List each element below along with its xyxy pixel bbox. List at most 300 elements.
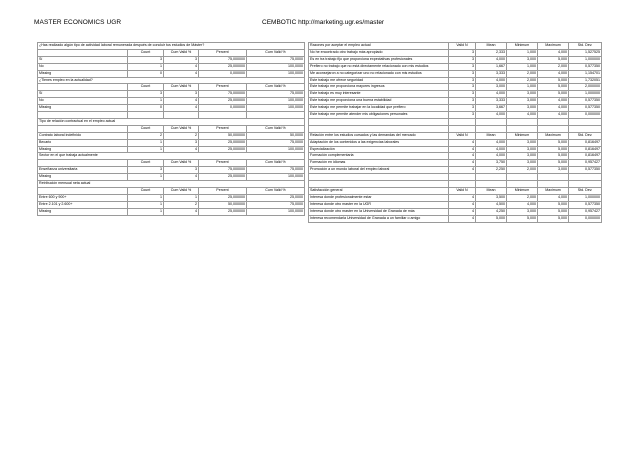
empty-cell (476, 174, 507, 181)
value-cell: 1 (128, 139, 164, 146)
empty-cell (507, 181, 538, 188)
value-cell: 3,000 (507, 98, 538, 105)
row-label: Contrato laboral indefinido (38, 132, 128, 139)
value-cell: 75,0000 (247, 201, 305, 208)
value-cell: 3,000 (507, 160, 538, 167)
row-label: Interesa donde profesionalmente estar (309, 194, 449, 201)
section-title: Retribución mensual neta actual (38, 181, 305, 188)
empty-cell (38, 112, 128, 119)
column-header: Cum Valid % (247, 160, 305, 167)
table-row (309, 98, 602, 105)
row-label: Interesa donde otro master en la Universidad de Granada de más (309, 208, 449, 215)
value-cell: 3,333 (476, 98, 507, 105)
empty-cell (476, 181, 507, 188)
value-cell: 4,000 (538, 105, 569, 112)
value-cell: 5,000 (538, 208, 569, 215)
frequency-table (37, 42, 305, 216)
section-title-row (38, 181, 305, 188)
value-cell: 3,000 (507, 139, 538, 146)
value-cell: 0,000000 (569, 215, 602, 222)
empty-cell (507, 174, 538, 181)
column-header: Mean (476, 187, 507, 194)
column-header: Valid N (449, 187, 476, 194)
row-label: No (38, 98, 128, 105)
value-cell: 4 (449, 146, 476, 153)
column-header-row (38, 84, 305, 91)
row-label: Prefiero no trabajo que no está directamente relacionado con mis estudios (309, 63, 449, 70)
value-cell: 4,000 (476, 77, 507, 84)
value-cell: 3 (449, 70, 476, 77)
value-cell: 0,577350 (569, 167, 602, 174)
blank-row (309, 174, 602, 181)
value-cell: 4,500 (476, 201, 507, 208)
value-cell: 0,577350 (569, 105, 602, 112)
value-cell: 1,000000 (569, 91, 602, 98)
value-cell: 3 (449, 77, 476, 84)
column-header: Cum Valid % (247, 49, 305, 56)
table-row (309, 153, 602, 160)
column-header: Mean (476, 132, 507, 139)
value-cell: 3 (128, 167, 164, 174)
value-cell: 0,957427 (569, 208, 602, 215)
value-cell: 1 (128, 98, 164, 105)
table-row (38, 56, 305, 63)
empty-cell (538, 125, 569, 132)
value-cell: 1,000 (507, 49, 538, 56)
empty-cell (309, 118, 449, 125)
row-label: No (38, 63, 128, 70)
value-cell: 4 (164, 208, 199, 215)
blank-row (309, 181, 602, 188)
column-header: Minimum (507, 187, 538, 194)
row-label: Entre 2.101 y 2.600+ (38, 201, 128, 208)
value-cell: 3,000 (476, 84, 507, 91)
column-header: Minimum (507, 43, 538, 50)
empty-cell (309, 125, 449, 132)
table-row (309, 63, 602, 70)
value-cell: 3 (164, 56, 199, 63)
column-header: Count (128, 188, 164, 195)
value-cell: 4,000 (538, 112, 569, 119)
value-cell: 25,0000 (247, 194, 305, 201)
statistics-table (308, 42, 602, 223)
value-cell: 2,000000 (569, 84, 602, 91)
value-cell: 5,000 (538, 84, 569, 91)
table-row (38, 139, 305, 146)
row-label: Especialización (309, 146, 449, 153)
table-row (38, 70, 305, 77)
table-row (309, 146, 602, 153)
row-label: Enseñanza universitaria (38, 167, 128, 174)
value-cell: 4,000 (538, 49, 569, 56)
empty-cell (449, 118, 476, 125)
column-header-row (38, 49, 305, 56)
empty-cell (507, 118, 538, 125)
table-row (309, 77, 602, 84)
value-cell: 5,000 (538, 160, 569, 167)
section-title: ¿Has realizado algún tipo de actividad laboral remunerada después de concluir tus estudios de Máster? (38, 43, 305, 50)
row-label: Este trabajo me permite atender mis obligaciones personales (309, 112, 449, 119)
column-header: Count (128, 125, 164, 132)
value-cell: 3 (449, 112, 476, 119)
value-cell: 3,000 (507, 208, 538, 215)
value-cell: 1,000 (507, 84, 538, 91)
value-cell: 75,0000 (247, 139, 305, 146)
value-cell: 3 (164, 91, 199, 98)
column-header-row (38, 160, 305, 167)
table-row (309, 139, 602, 146)
column-header (38, 125, 128, 132)
table-row (309, 56, 602, 63)
column-header: Maximum (538, 132, 569, 139)
row-label: Este trabajo me proporciona mayores ingresos (309, 84, 449, 91)
row-label: Me aconsejaron a no categorizar uno no relacionado con mis estudios (309, 70, 449, 77)
value-cell: 5,000 (538, 201, 569, 208)
column-header: Count (128, 84, 164, 91)
section-title-row (38, 77, 305, 84)
value-cell: 50,0000 (247, 132, 305, 139)
column-header: Maximum (538, 43, 569, 50)
row-label: Promoción a un mundo laboral del empleo laboral (309, 167, 449, 174)
empty-cell (538, 118, 569, 125)
value-cell: 1,000 (507, 63, 538, 70)
value-cell: 3,000 (507, 146, 538, 153)
value-cell: 3,000 (507, 153, 538, 160)
column-header (38, 188, 128, 195)
value-cell: 2,000 (507, 70, 538, 77)
value-cell: 1,667 (476, 63, 507, 70)
value-cell: 100,0000 (247, 70, 305, 77)
row-label: Missing (38, 174, 128, 181)
value-cell: 3 (128, 56, 164, 63)
row-label: Este trabajo me proporciona una buena estabilidad (309, 98, 449, 105)
blank-row (309, 125, 602, 132)
value-cell: 1,154701 (569, 70, 602, 77)
value-cell: 50,000000 (199, 201, 247, 208)
column-header (38, 49, 128, 56)
row-label: Formación en idiomas (309, 160, 449, 167)
row-label: Este trabajo me ofrece seguridad (309, 77, 449, 84)
empty-cell (476, 118, 507, 125)
value-cell: 3 (449, 91, 476, 98)
value-cell: 100,0000 (247, 208, 305, 215)
value-cell: 4,250 (476, 208, 507, 215)
column-header: Cum Valid % (164, 160, 199, 167)
column-header: Cum Valid % (164, 49, 199, 56)
empty-cell (569, 125, 602, 132)
value-cell: 3 (128, 91, 164, 98)
value-cell: 4,000 (476, 153, 507, 160)
table-row (38, 201, 305, 208)
value-cell: 75,000000 (199, 56, 247, 63)
value-cell: 2,000 (507, 194, 538, 201)
value-cell: 4 (449, 201, 476, 208)
empty-cell (476, 125, 507, 132)
value-cell: 75,0000 (247, 56, 305, 63)
value-cell: 4,000 (538, 194, 569, 201)
value-cell: 25,000000 (199, 139, 247, 146)
value-cell: 4 (449, 215, 476, 222)
value-cell: 3 (164, 139, 199, 146)
value-cell: 2 (164, 132, 199, 139)
row-label: Interesa donde otro master en la UGR (309, 201, 449, 208)
table-row (309, 49, 602, 56)
column-header: Cum Valid % (247, 188, 305, 195)
value-cell: 3,750 (476, 160, 507, 167)
table-row (38, 194, 305, 201)
value-cell: 3,000 (507, 56, 538, 63)
table-row (309, 112, 602, 119)
table-row (38, 167, 305, 174)
row-label: Becario (38, 139, 128, 146)
value-cell: 3,667 (476, 105, 507, 112)
column-header-row (38, 125, 305, 132)
value-cell: 0 (128, 70, 164, 77)
value-cell: 4 (164, 105, 199, 112)
value-cell: 4,000 (476, 146, 507, 153)
value-cell: 2,000 (507, 167, 538, 174)
value-cell: 4 (164, 174, 199, 181)
column-header: Percent (199, 188, 247, 195)
value-cell: 25,000000 (199, 208, 247, 215)
value-cell: 0,816497 (569, 146, 602, 153)
value-cell: 0,816497 (569, 153, 602, 160)
row-label: Sí (38, 56, 128, 63)
value-cell: 2,000 (507, 77, 538, 84)
value-cell: 0,816497 (569, 139, 602, 146)
value-cell: 1 (128, 63, 164, 70)
value-cell: 4,000 (476, 112, 507, 119)
empty-cell (569, 118, 602, 125)
value-cell: 25,000000 (199, 63, 247, 70)
table-row (38, 98, 305, 105)
value-cell: 3 (449, 56, 476, 63)
value-cell: 4 (449, 139, 476, 146)
value-cell: 5,000 (538, 139, 569, 146)
table-row (38, 174, 305, 181)
row-label: Missing (38, 146, 128, 153)
column-header-row (309, 43, 602, 50)
row-label: Este trabajo me permite trabajar en la localidad que prefiero (309, 105, 449, 112)
value-cell: 75,000000 (199, 91, 247, 98)
value-cell: 2,333 (476, 49, 507, 56)
value-cell: 25,000000 (199, 194, 247, 201)
value-cell: 100,0000 (247, 63, 305, 70)
empty-cell (569, 174, 602, 181)
value-cell: 1 (128, 201, 164, 208)
value-cell: 100,0000 (247, 98, 305, 105)
column-header: Percent (199, 49, 247, 56)
value-cell: 4,000 (507, 112, 538, 119)
value-cell: 3,000 (507, 105, 538, 112)
header-url: CEMBOTIC http://marketing.ugr.es/master (262, 19, 385, 26)
row-label: Sí (38, 91, 128, 98)
value-cell: 0,000000 (199, 105, 247, 112)
table-row (309, 208, 602, 215)
section-title-row (38, 43, 305, 50)
value-cell: 3 (449, 49, 476, 56)
value-cell: 0,577350 (569, 63, 602, 70)
empty-cell (507, 125, 538, 132)
value-cell: 5,000 (538, 91, 569, 98)
section-title: Tipo de relación contractual en el empleo actual (38, 118, 305, 125)
value-cell: 0,577350 (569, 201, 602, 208)
column-header: Count (128, 49, 164, 56)
value-cell: 4 (449, 167, 476, 174)
value-cell: 4 (449, 208, 476, 215)
value-cell: 1 (164, 194, 199, 201)
value-cell: 0,000000 (199, 70, 247, 77)
value-cell: 1 (128, 146, 164, 153)
table-row (309, 160, 602, 167)
value-cell: 4 (449, 160, 476, 167)
value-cell: 1,000000 (569, 194, 602, 201)
value-cell: 100,0000 (247, 105, 305, 112)
value-cell: 1 (128, 208, 164, 215)
section-title-row (38, 153, 305, 160)
value-cell: 100,0000 (247, 174, 305, 181)
value-cell: 2,250 (476, 167, 507, 174)
table-row (38, 146, 305, 153)
column-header: Relación entre los estudios cursados y las demandas del mercado (309, 132, 449, 139)
value-cell: 5,000 (538, 56, 569, 63)
value-cell: 0 (128, 105, 164, 112)
column-header: Minimum (507, 132, 538, 139)
column-header: Percent (199, 125, 247, 132)
column-header (38, 84, 128, 91)
value-cell: 1,527525 (569, 49, 602, 56)
value-cell: 50,000000 (199, 132, 247, 139)
column-header: Std. Dev. (569, 43, 602, 50)
value-cell: 3 (449, 84, 476, 91)
value-cell: 5,000 (538, 146, 569, 153)
column-header-row (309, 132, 602, 139)
column-header: Std. Dev. (569, 187, 602, 194)
empty-cell (538, 174, 569, 181)
value-cell: 1 (128, 194, 164, 201)
table-row (309, 91, 602, 98)
empty-cell (128, 112, 164, 119)
value-cell: 4 (449, 153, 476, 160)
value-cell: 4 (164, 63, 199, 70)
value-cell: 100,0000 (247, 146, 305, 153)
table-row (309, 105, 602, 112)
value-cell: 4,000 (538, 70, 569, 77)
table-row (309, 84, 602, 91)
column-header: Cum Valid % (164, 188, 199, 195)
row-label: Este trabajo es muy interesante (309, 91, 449, 98)
column-header: Valid N (449, 132, 476, 139)
row-label: Es en tra trabajo fijo que proporciona expectativas profesionales (309, 56, 449, 63)
empty-cell (538, 181, 569, 188)
value-cell: 0,000000 (569, 112, 602, 119)
value-cell: 1 (128, 174, 164, 181)
table-row (38, 105, 305, 112)
value-cell: 4,000 (538, 98, 569, 105)
row-label: Interesa recomendarla Universidad de Granada a un familiar o amigo (309, 215, 449, 222)
row-label: Formación complementaria (309, 153, 449, 160)
value-cell: 75,000000 (199, 167, 247, 174)
table-row (38, 132, 305, 139)
value-cell: 4,000 (476, 56, 507, 63)
section-title-row (38, 118, 305, 125)
value-cell: 25,000000 (199, 146, 247, 153)
table-row (309, 201, 602, 208)
value-cell: 5,000 (538, 153, 569, 160)
blank-row (309, 118, 602, 125)
column-header: Percent (199, 160, 247, 167)
table-row (38, 91, 305, 98)
value-cell: 4 (164, 146, 199, 153)
value-cell: 75,0000 (247, 167, 305, 174)
value-cell: 5,000 (476, 215, 507, 222)
value-cell: 3 (449, 63, 476, 70)
value-cell: 3 (164, 167, 199, 174)
blank-row (38, 112, 305, 119)
column-header: Satisfacción general (309, 187, 449, 194)
table-row (38, 63, 305, 70)
column-header-row (38, 188, 305, 195)
table-row (309, 215, 602, 222)
empty-cell (309, 181, 449, 188)
value-cell: 25,000000 (199, 174, 247, 181)
row-label: Missing (38, 70, 128, 77)
value-cell: 0,577350 (569, 98, 602, 105)
column-header: Mean (476, 43, 507, 50)
value-cell: 1,000000 (569, 56, 602, 63)
value-cell: 1,732051 (569, 77, 602, 84)
empty-cell (449, 181, 476, 188)
table-row (38, 208, 305, 215)
row-label: Adaptación de los contenidos a las exigencias laborales (309, 139, 449, 146)
value-cell: 5,000 (507, 215, 538, 222)
value-cell: 3 (449, 105, 476, 112)
row-label: Entre 600 y 900+ (38, 194, 128, 201)
empty-cell (449, 174, 476, 181)
empty-cell (164, 112, 199, 119)
value-cell: 4 (164, 70, 199, 77)
empty-cell (449, 125, 476, 132)
column-header: Cum Valid % (247, 125, 305, 132)
value-cell: 4,000 (507, 201, 538, 208)
empty-cell (569, 181, 602, 188)
value-cell: 4,000 (476, 139, 507, 146)
table-row (309, 167, 602, 174)
value-cell: 25,000000 (199, 98, 247, 105)
column-header: Razones por aceptar el empleo actual (309, 43, 449, 50)
table-row (309, 70, 602, 77)
value-cell: 3,000 (538, 167, 569, 174)
column-header: Cum Valid % (164, 84, 199, 91)
table-row (309, 194, 602, 201)
section-title: Sector en el que trabaja actualmente (38, 153, 305, 160)
value-cell: 5,000 (538, 77, 569, 84)
column-header: Std. Dev. (569, 132, 602, 139)
column-header: Cum Valid % (164, 125, 199, 132)
value-cell: 3,000 (507, 91, 538, 98)
row-label: No he encontrado otro trabajo más apropiado (309, 49, 449, 56)
row-label: Missing (38, 208, 128, 215)
column-header (38, 160, 128, 167)
column-header: Valid N (449, 43, 476, 50)
column-header: Count (128, 160, 164, 167)
value-cell: 4,000 (476, 91, 507, 98)
column-header: Maximum (538, 187, 569, 194)
value-cell: 75,0000 (247, 91, 305, 98)
empty-cell (247, 112, 305, 119)
header-title: MASTER ECONOMICS UGR (34, 19, 122, 26)
empty-cell (309, 174, 449, 181)
